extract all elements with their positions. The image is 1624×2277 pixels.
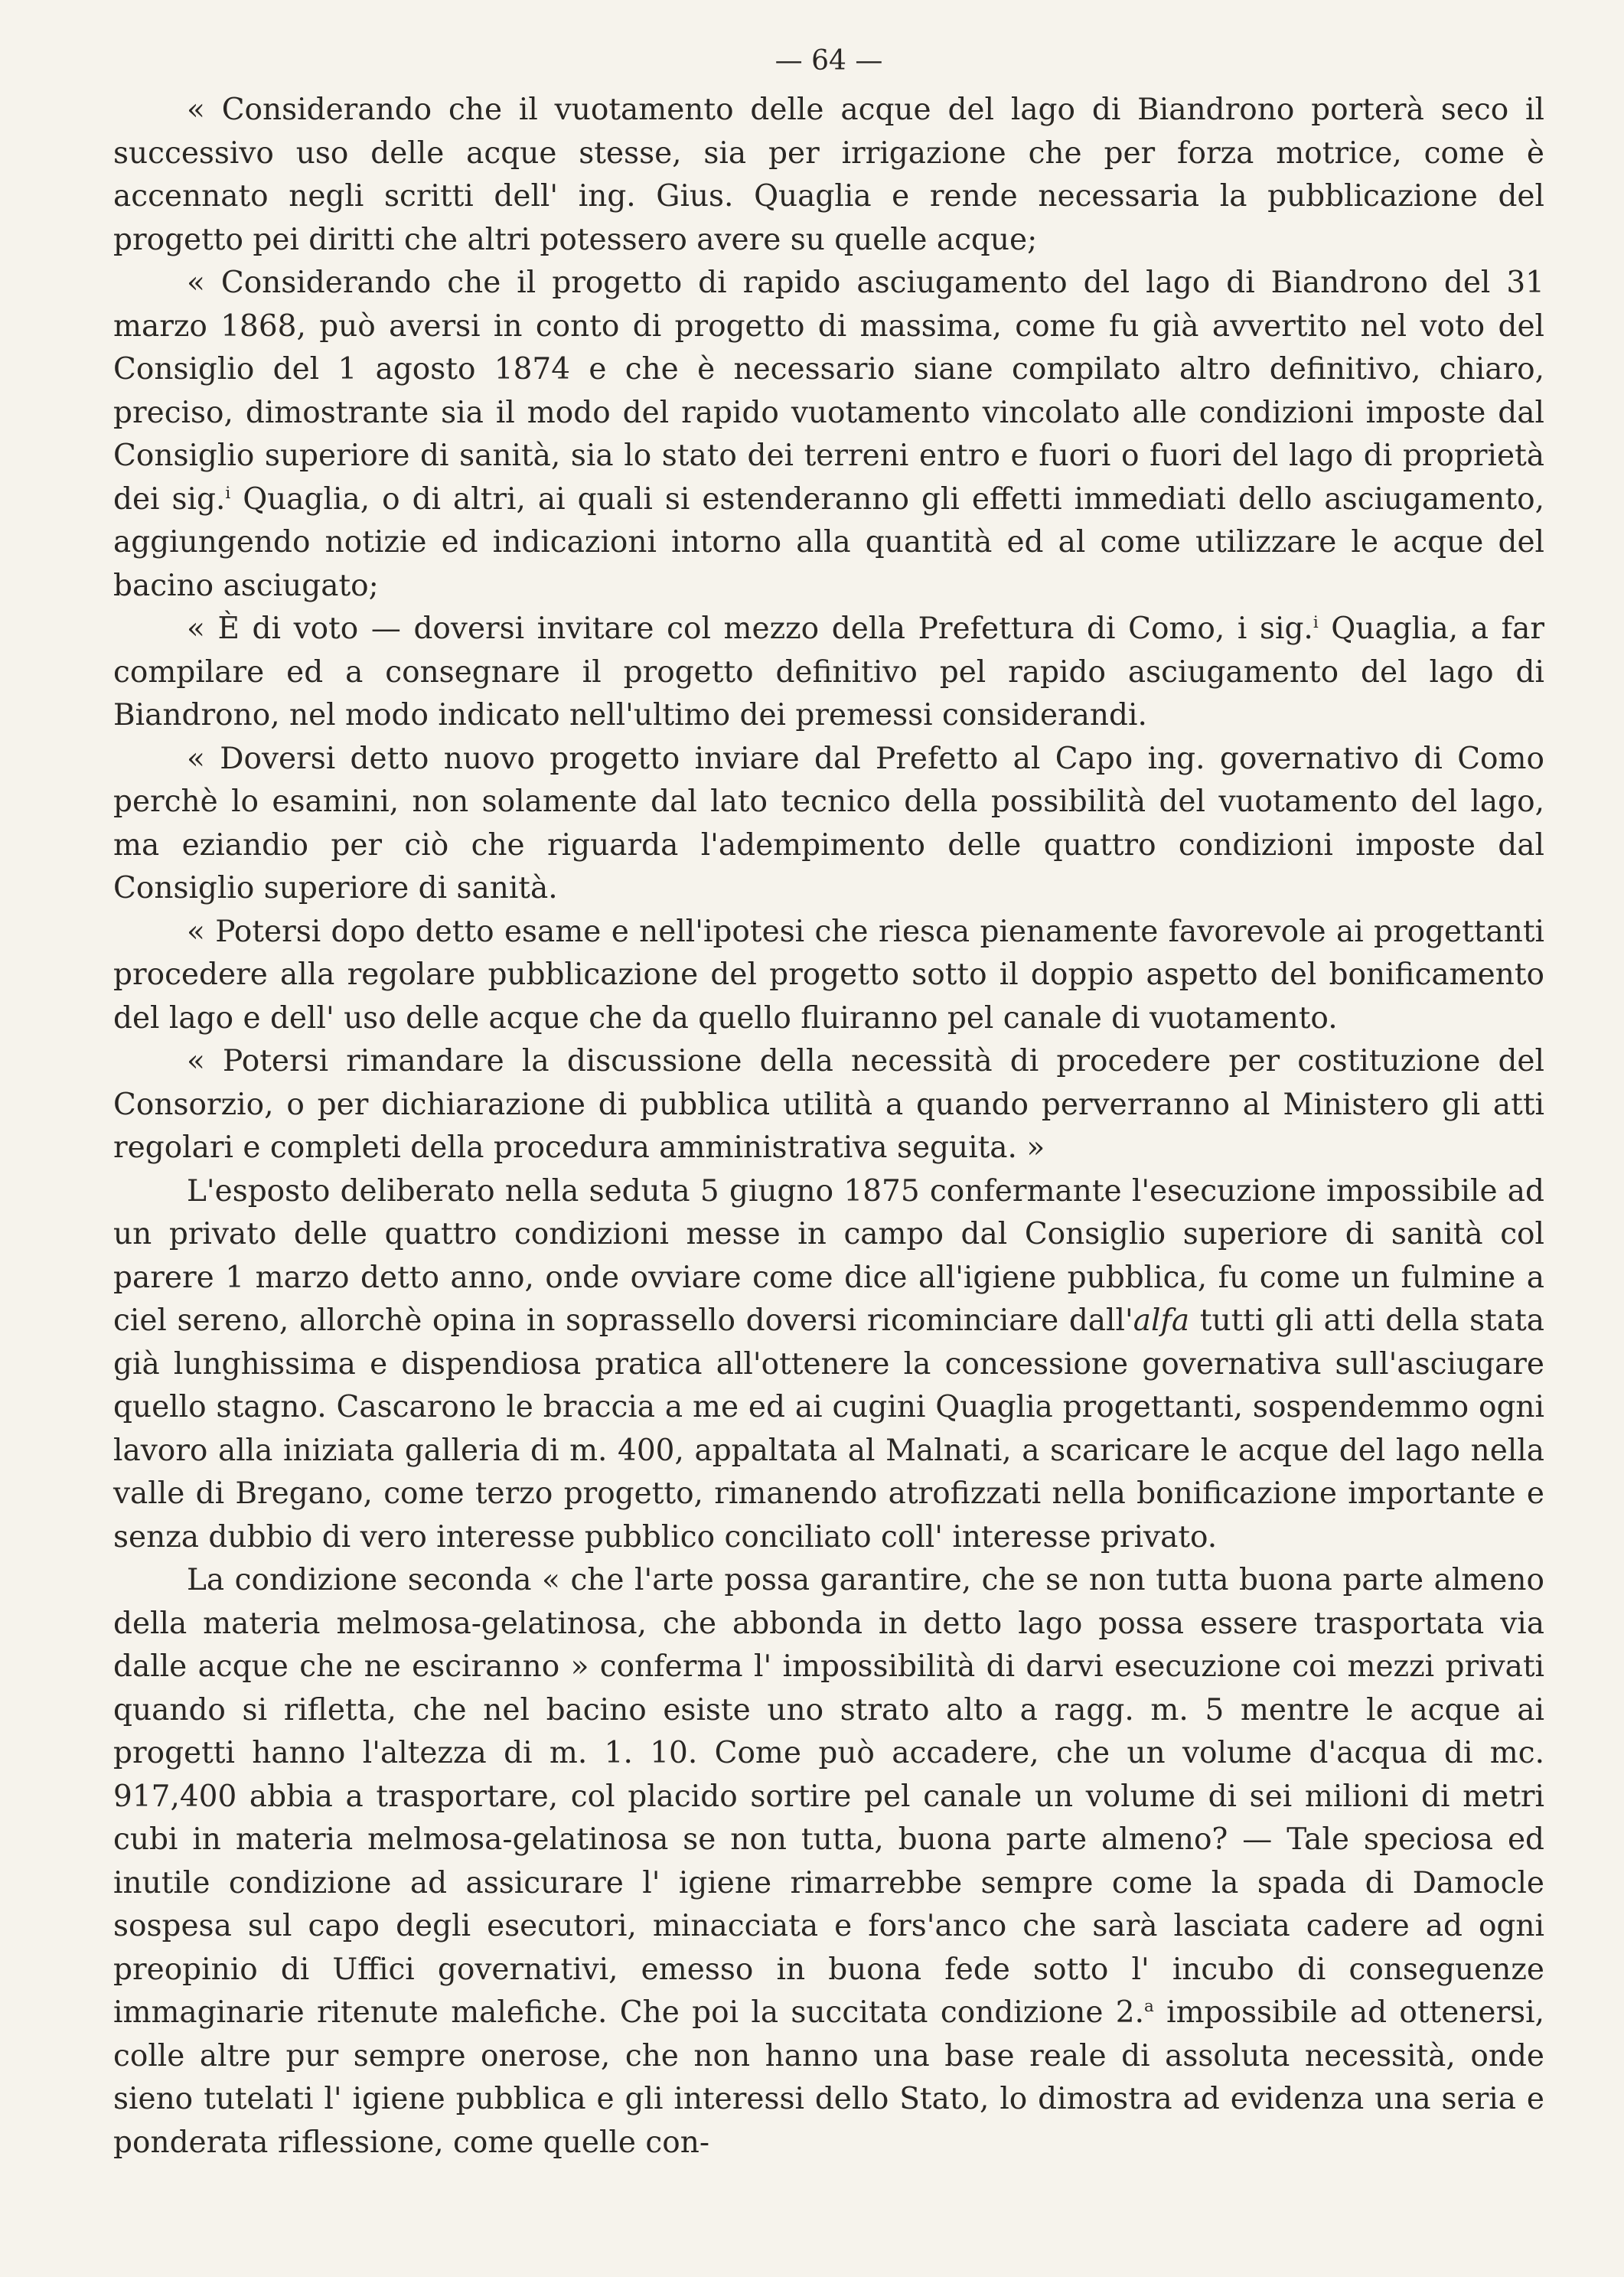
text-run: L'esposto deliberato nella seduta 5 giugno 1875 confermante l'esecuzione impossibile ad un privato delle quattro condizioni messe in campo dal Consiglio superiore di sanità col parere 1 marzo detto anno, onde ovviare come dice all'igiene pubblica, fu come un fulmine a ciel sereno, allorchè opina in soprassello doversi ricominciare dall'	[113, 1173, 1544, 1338]
page-number: — 64 —	[774, 45, 883, 77]
paragraph-p3	[113, 608, 1544, 738]
document-page	[113, 38, 1544, 2164]
superscript: i	[225, 483, 231, 503]
text-run: Quaglia, a far compilare ed a consegnare il progetto definitivo pel rapido asciugamento del lago di Biandrono, nel modo indicato nell'ultimo dei premessi considerandi.	[113, 612, 1544, 732]
text-run: « È di voto — doversi invitare col mezzo della Prefettura di Como, i sig.	[187, 612, 1313, 646]
paragraph-p2	[113, 262, 1544, 608]
superscript: a	[1144, 1997, 1154, 2016]
paragraph-p4	[113, 738, 1544, 911]
body-text	[113, 89, 1544, 2164]
paragraph-p5	[113, 911, 1544, 1041]
text-run: « Considerando che il progetto di rapido asciugamento del lago di Biandrono del 31 marzo 1868, può aversi in conto di progetto di massima, come fu già avvertito nel voto del Consiglio del 1 agosto 1874 e che è necessario siane compilato altro definitivo, chiaro, preciso, dimostrante sia il modo del rapido vuotamento vincolato alle condizioni imposte dal Consiglio superiore di sanità, sia lo stato dei terreni entro e fuori o fuori del lago di proprietà dei sig.	[113, 266, 1544, 517]
paragraph-p1	[113, 89, 1544, 262]
text-run: « Potersi rimandare la discussione della necessità di procedere per costituzione del Consorzio, o per dichiarazione di pubblica utilità a quando perverranno al Ministero gli atti regolari e completi della procedura amministrativa seguita. »	[113, 1044, 1544, 1165]
paragraph-p6	[113, 1040, 1544, 1170]
paragraph-p7	[113, 1170, 1544, 1560]
italic-text: alfa	[1133, 1303, 1190, 1338]
text-run: impossibile ad ottenersi, colle altre pur sempre onerose, che non hanno una base reale di assoluta necessità, onde sieno tutelati l' igiene pubblica e gli interessi dello Stato, lo dimostra ad evidenza una seria e ponderata riflessione, come quelle con-	[113, 1995, 1544, 2160]
superscript: i	[1313, 613, 1319, 632]
text-run: « Considerando che il vuotamento delle acque del lago di Biandrono porterà seco il successivo uso delle acque stesse, sia per irrigazione che per forza motrice, come è accennato negli scritti dell' ing. Gius. Quaglia e rende necessaria la pubblicazione del progetto pei diritti che altri potessero avere su quelle acque;	[113, 93, 1544, 257]
text-run: « Doversi detto nuovo progetto inviare dal Prefetto al Capo ing. governativo di Como perchè lo esamini, non solamente dal lato tecnico della possibilità del vuotamento del lago, ma eziandio per ciò che riguarda l'adempimento delle quattro condizioni imposte dal Consiglio superiore di sanità.	[113, 741, 1544, 905]
text-run: La condizione seconda « che l'arte possa garantire, che se non tutta buona parte almeno della materia melmosa-gelatinosa, che abbonda in detto lago possa essere trasportata via dalle acque che ne esciranno » conferma l' impossibilità di darvi esecuzione coi mezzi privati quando si rifletta, che nel bacino esiste uno strato alto a ragg. m. 5 mentre le acque ai progetti hanno l'altezza di m. 1. 10. Come può accadere, che un volume d'acqua di mc. 917,400 abbia a trasportare, col placido sortire pel canale un volume di sei milioni di metri cubi in materia melmosa-gelatinosa se non tutta, buona parte almeno? — Tale speciosa ed inutile condizione ad assicurare l' igiene rimarrebbe sempre come la spada di Damocle sospesa sul capo degli esecutori, minacciata e fors'anco che sarà lasciata cadere ad ogni preopinio di Uffici governativi, emesso in buona fede sotto l' incubo di conseguenze immaginarie ritenute malefiche. Che poi la succitata condizione 2.	[113, 1563, 1544, 2030]
text-run: Quaglia, o di altri, ai quali si estenderanno gli effetti immediati dello asciugamento, aggiungendo notizie ed indicazioni intorno alla quantità ed al come utilizzare le acque del bacino asciugato;	[113, 481, 1544, 603]
text-run: tutti gli atti della stata già lunghissima e dispendiosa pratica all'ottenere la concessione governativa sull'asciugare quello stagno. Cascarono le braccia a me ed ai cugini Quaglia progettanti, sospendemmo ogni lavoro alla iniziata galleria di m. 400, appaltata al Malnati, a scaricare le acque del lago nella valle di Bregano, come terzo progetto, rimanendo atrofizzati nella bonificazione importante e senza dubbio di vero interesse pubblico conciliato coll' interesse privato.	[113, 1303, 1545, 1554]
text-run: « Potersi dopo detto esame e nell'ipotesi che riesca pienamente favorevole ai progettanti procedere alla regolare pubblicazione del progetto sotto il doppio aspetto del bonificamento del lago e dell' uso delle acque che da quello fluiranno pel canale di vuotamento.	[113, 914, 1544, 1036]
paragraph-p8	[113, 1559, 1544, 2164]
